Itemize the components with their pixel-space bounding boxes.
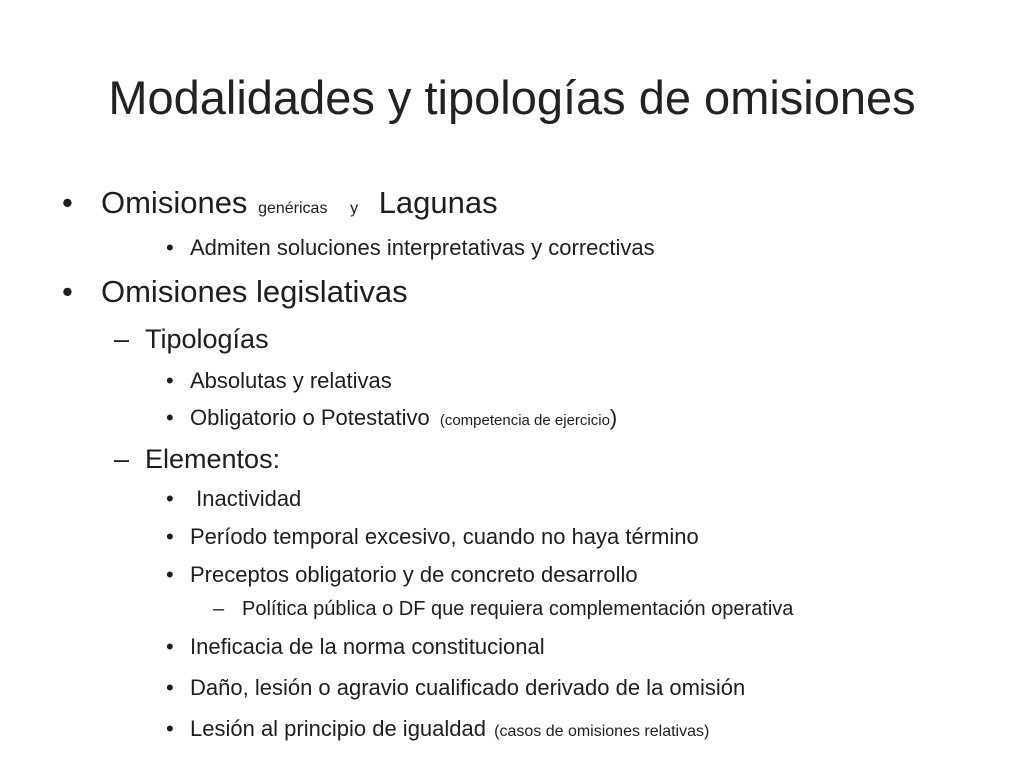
bullet-marker: • — [166, 524, 174, 549]
dash-politica: Política pública o DF que requiera complementación operativa — [242, 598, 794, 620]
bullet-admiten: Admiten soluciones interpretativas y correctivas — [190, 235, 655, 260]
bullet-lesion — [190, 714, 709, 747]
dash-elementos: Elementos: — [145, 444, 281, 474]
bullet-marker: • — [62, 274, 73, 309]
lagunas-word: Lagunas — [378, 185, 498, 220]
omisiones-word: Omisiones — [101, 185, 248, 220]
bullet-marker: • — [166, 675, 174, 700]
bullet-inactividad: Inactividad — [190, 486, 302, 511]
bullet-dano: Daño, lesión o agravio cualificado derivado de la omisión — [190, 675, 746, 700]
obligatorio-text: Obligatorio o Potestativo — [190, 405, 430, 430]
bullet-marker: • — [166, 486, 174, 511]
bullet-marker: • — [166, 716, 174, 741]
bullet-preceptos: Preceptos obligatorio y de concreto desarrollo — [190, 562, 638, 587]
bullet-periodo: Período temporal excesivo, cuando no haya término — [190, 524, 699, 549]
obligatorio-paren: (competencia de ejercicio — [439, 412, 610, 429]
bullet-marker: • — [62, 185, 73, 220]
genericas-text: genéricas — [258, 200, 328, 217]
lesion-paren: (casos de omisiones relativas) — [494, 723, 710, 740]
bullet-marker: • — [166, 562, 174, 587]
obligatorio-close: ) — [609, 405, 618, 430]
dash-tipologias: Tipologías — [145, 324, 269, 354]
conjunction-text: y — [350, 200, 359, 217]
bullet-absolutas: Absolutas y relativas — [190, 368, 392, 393]
slide-title: Modalidades y tipologías de omisiones — [108, 71, 916, 124]
dash-marker: – — [213, 598, 225, 620]
bullet-marker: • — [166, 368, 174, 393]
bullet-omisiones-legislativas: Omisiones legislativas — [101, 274, 408, 309]
bullet-marker: • — [166, 235, 174, 260]
lesion-text: Lesión al principio de igualdad — [190, 716, 486, 741]
dash-marker: – — [114, 324, 130, 354]
dash-marker: – — [114, 444, 130, 474]
bullet-obligatorio — [190, 403, 617, 436]
bullet-marker: • — [166, 405, 174, 430]
bullet-marker: • — [166, 634, 174, 659]
bullet-omisiones-genericas — [101, 183, 498, 229]
bullet-ineficacia: Ineficacia de la norma constitucional — [190, 634, 545, 659]
